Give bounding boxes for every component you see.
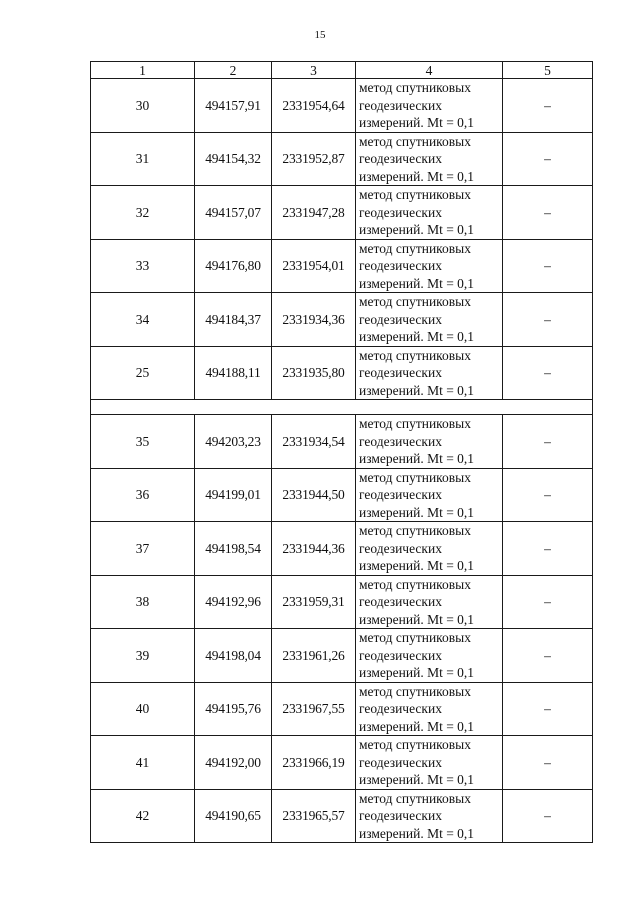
method-cell: [356, 736, 503, 790]
method-line: метод спутниковых: [359, 240, 471, 256]
accuracy-cell: –: [503, 239, 593, 293]
header-cell: 4: [356, 62, 503, 79]
accuracy-cell: –: [503, 629, 593, 683]
method-line: геодезических: [359, 311, 442, 327]
y-coordinate-cell: 2331944,36: [272, 522, 356, 576]
method-line: метод спутниковых: [359, 576, 471, 592]
method-cell: [356, 789, 503, 843]
group-separator-row: [91, 400, 593, 415]
method-line: измерений. Mt = 0,1: [359, 329, 475, 344]
x-coordinate-cell: 494188,11: [195, 346, 272, 400]
method-line: геодезических: [359, 204, 442, 220]
point-number-cell: 42: [91, 789, 195, 843]
accuracy-cell: –: [503, 415, 593, 469]
point-number-cell: 33: [91, 239, 195, 293]
table-row: [91, 79, 593, 133]
table-row: [91, 293, 593, 347]
method-line: геодезических: [359, 433, 442, 449]
table-row: [91, 682, 593, 736]
table-row: [91, 186, 593, 240]
header-cell: 5: [503, 62, 593, 79]
header-cell: 3: [272, 62, 356, 79]
method-cell: [356, 239, 503, 293]
method-cell: [356, 346, 503, 400]
method-cell: [356, 415, 503, 469]
y-coordinate-cell: 2331952,87: [272, 132, 356, 186]
method-cell: [356, 682, 503, 736]
header-cell: 1: [91, 62, 195, 79]
method-line: геодезических: [359, 540, 442, 556]
y-coordinate-cell: 2331944,50: [272, 468, 356, 522]
accuracy-cell: –: [503, 186, 593, 240]
method-line: метод спутниковых: [359, 683, 471, 699]
accuracy-cell: –: [503, 522, 593, 576]
method-line: измерений. Mt = 0,1: [359, 665, 475, 680]
method-cell: [356, 132, 503, 186]
method-line: метод спутниковых: [359, 133, 471, 149]
point-number-cell: 25: [91, 346, 195, 400]
table-row: [91, 629, 593, 683]
x-coordinate-cell: 494192,00: [195, 736, 272, 790]
method-line: геодезических: [359, 647, 442, 663]
x-coordinate-cell: 494176,80: [195, 239, 272, 293]
y-coordinate-cell: 2331967,55: [272, 682, 356, 736]
accuracy-cell: –: [503, 346, 593, 400]
method-line: геодезических: [359, 151, 442, 166]
y-coordinate-cell: 2331961,26: [272, 629, 356, 683]
y-coordinate-cell: 2331959,31: [272, 575, 356, 629]
page-number: 15: [314, 29, 326, 41]
method-line: геодезических: [359, 701, 442, 716]
method-line: измерений. Mt = 0,1: [359, 718, 475, 734]
method-line: метод спутниковых: [359, 347, 471, 363]
x-coordinate-cell: 494184,37: [195, 293, 272, 347]
separator-cell: [91, 400, 593, 415]
point-number-cell: 31: [91, 132, 195, 186]
x-coordinate-cell: 494157,07: [195, 186, 272, 240]
method-line: метод спутниковых: [359, 294, 471, 309]
table-row: [91, 132, 593, 186]
table-row: [91, 789, 593, 843]
accuracy-cell: –: [503, 736, 593, 790]
method-line: измерений. Mt = 0,1: [359, 275, 475, 291]
x-coordinate-cell: 494192,96: [195, 575, 272, 629]
method-line: измерений. Mt = 0,1: [359, 558, 475, 573]
table-row: [91, 468, 593, 522]
x-coordinate-cell: 494203,23: [195, 415, 272, 469]
method-line: геодезических: [359, 97, 442, 113]
point-number-cell: 37: [91, 522, 195, 576]
method-line: геодезических: [359, 754, 442, 770]
point-number-cell: 38: [91, 575, 195, 629]
accuracy-cell: –: [503, 575, 593, 629]
table-row: [91, 736, 593, 790]
accuracy-cell: –: [503, 682, 593, 736]
method-cell: [356, 522, 503, 576]
method-line: измерений. Mt = 0,1: [359, 451, 475, 466]
table-row: [91, 346, 593, 400]
point-number-cell: 40: [91, 682, 195, 736]
header-cell: 2: [195, 62, 272, 79]
point-number-cell: 30: [91, 79, 195, 133]
method-line: метод спутниковых: [359, 523, 471, 538]
y-coordinate-cell: 2331954,64: [272, 79, 356, 133]
x-coordinate-cell: 494198,04: [195, 629, 272, 683]
method-line: метод спутниковых: [359, 630, 471, 645]
method-line: измерений. Mt = 0,1: [359, 382, 475, 398]
table-row: [91, 522, 593, 576]
accuracy-cell: –: [503, 132, 593, 186]
accuracy-cell: –: [503, 79, 593, 133]
y-coordinate-cell: 2331934,36: [272, 293, 356, 347]
accuracy-cell: –: [503, 293, 593, 347]
method-line: измерений. Mt = 0,1: [359, 611, 475, 627]
method-line: метод спутниковых: [359, 469, 471, 485]
method-cell: [356, 293, 503, 347]
table-row: [91, 575, 593, 629]
y-coordinate-cell: 2331966,19: [272, 736, 356, 790]
method-line: метод спутниковых: [359, 790, 471, 806]
method-line: измерений. Mt = 0,1: [359, 168, 475, 184]
table-row: [91, 415, 593, 469]
method-line: метод спутниковых: [359, 737, 471, 752]
y-coordinate-cell: 2331947,28: [272, 186, 356, 240]
method-cell: [356, 79, 503, 133]
point-number-cell: 32: [91, 186, 195, 240]
table-body: [91, 62, 593, 843]
point-number-cell: 39: [91, 629, 195, 683]
x-coordinate-cell: 494154,32: [195, 132, 272, 186]
x-coordinate-cell: 494199,01: [195, 468, 272, 522]
x-coordinate-cell: 494190,65: [195, 789, 272, 843]
method-line: геодезических: [359, 365, 442, 380]
method-line: измерений. Mt = 0,1: [359, 504, 475, 520]
accuracy-cell: –: [503, 789, 593, 843]
method-cell: [356, 468, 503, 522]
point-number-cell: 34: [91, 293, 195, 347]
x-coordinate-cell: 494195,76: [195, 682, 272, 736]
x-coordinate-cell: 494157,91: [195, 79, 272, 133]
method-cell: [356, 186, 503, 240]
point-number-cell: 35: [91, 415, 195, 469]
method-line: геодезических: [359, 487, 442, 502]
method-line: геодезических: [359, 808, 442, 823]
accuracy-cell: –: [503, 468, 593, 522]
method-line: измерений. Mt = 0,1: [359, 115, 475, 130]
x-coordinate-cell: 494198,54: [195, 522, 272, 576]
point-number-cell: 41: [91, 736, 195, 790]
method-cell: [356, 629, 503, 683]
method-line: метод спутниковых: [359, 80, 471, 95]
method-line: измерений. Mt = 0,1: [359, 222, 475, 237]
coordinates-table: [90, 61, 593, 843]
method-line: метод спутниковых: [359, 187, 471, 202]
y-coordinate-cell: 2331954,01: [272, 239, 356, 293]
method-line: геодезических: [359, 594, 442, 609]
point-number-cell: 36: [91, 468, 195, 522]
method-line: измерений. Mt = 0,1: [359, 772, 475, 787]
method-line: метод спутниковых: [359, 416, 471, 431]
y-coordinate-cell: 2331935,80: [272, 346, 356, 400]
y-coordinate-cell: 2331934,54: [272, 415, 356, 469]
method-cell: [356, 575, 503, 629]
method-line: измерений. Mt = 0,1: [359, 825, 475, 841]
table-row: [91, 239, 593, 293]
method-line: геодезических: [359, 258, 442, 273]
y-coordinate-cell: 2331965,57: [272, 789, 356, 843]
header-row: [91, 62, 593, 79]
